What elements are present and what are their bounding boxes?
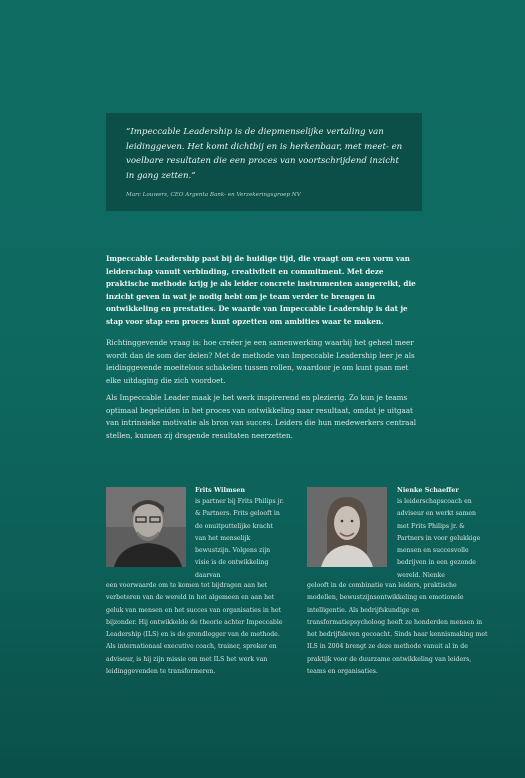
portrait-man-image	[106, 487, 186, 567]
author-name-frits: Frits Wilmsen	[195, 486, 245, 494]
body-paragraph-1: Richtinggevende vraag is: hoe creëer je een samenwerking waarbij het geheel meer wordt dan de som der delen? Met de methode van Impeccable Leadership leer je als leidinggevende moeiteloos schakelen tussen rollen, waardoor je om kunt gaan met elke uitdaging die zich voordoet.	[106, 338, 415, 385]
author-bio-body-frits: een voorwaarde om te komen tot bijdragen aan het verbeteren van de wereld in het algemeen en aan het geluk van mensen en het succes van organisaties in het bijzonder. Hij ontwikkelde de theorie achter Impeccable Leadership (ILS) en is de grondlegger van de methode. Als internationaal executive coach, trainer, spreker en adviseur, is hij zijn missie om met ILS het werk van leidinggevenden te transformeren.	[106, 582, 283, 676]
author-bio-body-nienke: gelooft in de combinatie van leiders, praktische modellen, bewustzijnsontwikkeling en emotionele intelligentie. Als bedrijfskundige en transformatiepsycholoog heeft ze honderden mensen in het bedrijfsleven gecoacht. Sinds haar kennismaking met ILS in 2004 brengt ze deze methode vanuit al in de praktijk voor de duurzame ontwikkeling van leiders, teams en organisaties.	[307, 582, 488, 676]
author-photo-frits	[106, 487, 186, 567]
testimonial-quote-box	[106, 113, 422, 211]
portrait-woman-image	[307, 487, 387, 567]
author-bio-side-nienke: is leiderschapscoach en adviseur en werkt samen met Frits Philips jr. & Partners in voor gelukkige mensen en succesvolle bedrijven in een gezonde wereld. Nienke	[397, 498, 481, 579]
author-name-nienke: Nienke Schaeffer	[397, 486, 459, 494]
body-paragraph-2: Als Impeccable Leader maak je het werk inspirerend en plezierig. Zo kun je teams optimaal begeleiden in het proces van ontwikkeling naar resultaat, omdat je uitgaat van intrinsieke motivatie als bron van succes. Leiders die hun medewerkers centraal stellen, kunnen zij dragende resultaten neerzetten.	[106, 393, 417, 440]
author-bio-side-frits: is partner bij Frits Philips jr. & Partners. Frits gelooft in de onuitputtelijke kracht van het menselijk bewustzijn. Volgens zijn visie is de ontwikkeling daarvan	[195, 498, 284, 579]
intro-paragraph: Impeccable Leadership past bij de huidige tijd, die vraagt om een vorm van leiderschap vanuit verbinding, creativiteit en commitment. Met deze praktische methode krijg je als leider concrete instrumenten aangereikt, die inzicht geven in wat je nodig hebt om je team verder te brengen in ontwikkeling en prestaties. De waarde van Impeccable Leadership is dat je stap voor stap een proces kunt opzetten om ambities waar te maken.	[106, 254, 416, 326]
testimonial-author: Marc Louwers, CEO Argenta Bank- en Verzekeringsgroep NV	[126, 192, 301, 198]
author-photo-nienke	[307, 487, 387, 567]
testimonial-quote-text: “Impeccable Leadership is de diepmenselijke vertaling van leidinggeven. Het komt dichtbij en is herkenbaar, met meet- en voelbare resultaten die een proces van voortschrijdend inzicht in gang zetten.”	[126, 127, 403, 181]
